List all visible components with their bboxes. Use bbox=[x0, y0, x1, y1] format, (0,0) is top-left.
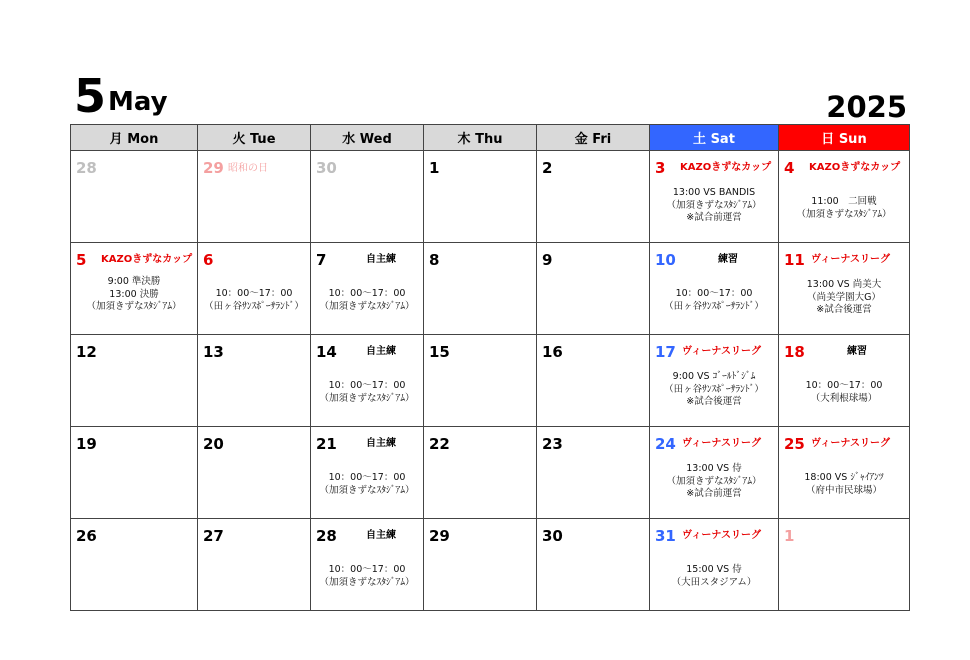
event-title: ヴィーナスリーグ bbox=[811, 438, 890, 449]
event-title: 自主練 bbox=[366, 346, 396, 357]
day-cell[interactable] bbox=[424, 519, 537, 611]
day-cell[interactable] bbox=[650, 427, 779, 519]
event-details bbox=[311, 472, 423, 497]
event-details bbox=[650, 187, 778, 225]
event-details bbox=[650, 288, 778, 313]
event-detail-line: 10：00～17：00 bbox=[675, 288, 753, 299]
event-detail-line: （加須きずなｽﾀｼﾞｱﾑ） bbox=[86, 301, 182, 312]
day-cell[interactable] bbox=[779, 335, 910, 427]
day-number: 7 bbox=[316, 251, 327, 269]
weekday-header-row bbox=[71, 125, 910, 151]
event-details bbox=[779, 279, 909, 317]
day-cell[interactable] bbox=[311, 427, 424, 519]
day-cell[interactable] bbox=[71, 151, 198, 243]
event-title: ヴィーナスリーグ bbox=[682, 346, 761, 357]
weekday-tue: 火 Tue bbox=[198, 125, 311, 151]
day-number: 29 bbox=[203, 159, 224, 177]
day-cell[interactable] bbox=[650, 151, 779, 243]
event-title: 練習 bbox=[847, 346, 867, 357]
day-number: 18 bbox=[784, 343, 805, 361]
event-details bbox=[779, 380, 909, 405]
event-details bbox=[311, 564, 423, 589]
weekday-fri: 金 Fri bbox=[537, 125, 650, 151]
day-cell[interactable] bbox=[311, 151, 424, 243]
day-number: 15 bbox=[429, 343, 450, 361]
day-number: 8 bbox=[429, 251, 440, 269]
day-cell[interactable] bbox=[650, 519, 779, 611]
event-detail-line: （加須きずなｽﾀｼﾞｱﾑ） bbox=[666, 475, 762, 487]
event-details bbox=[71, 276, 197, 314]
day-number: 3 bbox=[655, 159, 666, 177]
day-number: 24 bbox=[655, 435, 676, 453]
day-cell[interactable] bbox=[537, 243, 650, 335]
event-detail-line: ※試合後運営 bbox=[686, 396, 742, 407]
event-detail-line: 9:00 VS ｺﾞｰﾙﾄﾞｼﾞﾑ bbox=[672, 371, 756, 382]
event-detail-line: 18:00 VS ｼﾞｬｲｱﾝﾂ bbox=[804, 472, 884, 483]
day-number: 23 bbox=[542, 435, 563, 453]
day-cell[interactable] bbox=[198, 427, 311, 519]
event-details bbox=[311, 288, 423, 313]
day-cell[interactable] bbox=[71, 427, 198, 519]
day-number: 1 bbox=[429, 159, 440, 177]
event-title: 自主練 bbox=[366, 530, 396, 541]
event-detail-line: （大田スタジアム） bbox=[671, 576, 757, 588]
event-detail-line: ※試合前運営 bbox=[686, 212, 742, 223]
event-detail-line: ※試合前運営 bbox=[686, 488, 742, 499]
event-details bbox=[650, 371, 778, 409]
day-cell[interactable] bbox=[779, 243, 910, 335]
day-number: 11 bbox=[784, 251, 805, 269]
day-cell[interactable] bbox=[779, 151, 910, 243]
day-cell[interactable] bbox=[424, 151, 537, 243]
month-number: 5 bbox=[74, 69, 107, 123]
weekday-mon: 月 Mon bbox=[71, 125, 198, 151]
event-title: 練習 bbox=[718, 254, 738, 265]
day-cell[interactable] bbox=[198, 243, 311, 335]
event-title: KAZOきずなカップ bbox=[101, 254, 193, 265]
event-details bbox=[779, 472, 909, 497]
calendar-grid bbox=[70, 124, 910, 611]
day-number: 5 bbox=[76, 251, 87, 269]
week-row bbox=[71, 243, 910, 335]
event-title: KAZOきずなカップ bbox=[680, 162, 772, 173]
event-detail-line: （加須きずなｽﾀｼﾞｱﾑ） bbox=[319, 392, 415, 404]
day-cell[interactable] bbox=[650, 335, 779, 427]
day-number: 22 bbox=[429, 435, 450, 453]
day-number: 29 bbox=[429, 527, 450, 545]
day-cell[interactable] bbox=[650, 243, 779, 335]
year: 2025 bbox=[826, 90, 907, 124]
day-cell[interactable] bbox=[71, 335, 198, 427]
day-number: 26 bbox=[76, 527, 97, 545]
event-detail-line: 10：00～17：00 bbox=[328, 472, 406, 483]
day-number: 6 bbox=[203, 251, 214, 269]
event-title: KAZOきずなカップ bbox=[809, 162, 901, 173]
weekday-sat: 土 Sat bbox=[650, 125, 779, 151]
event-details bbox=[198, 288, 310, 313]
event-title: ヴィーナスリーグ bbox=[811, 254, 890, 265]
event-detail-line: 9:00 準決勝 bbox=[107, 276, 161, 287]
day-cell[interactable] bbox=[311, 519, 424, 611]
day-number: 30 bbox=[542, 527, 563, 545]
day-number: 1 bbox=[784, 527, 795, 545]
event-detail-line: （田ヶ谷ｻﾝｽﾎﾟｰｻﾗﾝﾄﾞ） bbox=[664, 383, 764, 395]
event-detail-line: 15:00 VS 侍 bbox=[686, 564, 742, 575]
day-cell[interactable] bbox=[424, 427, 537, 519]
weekday-sun: 日 Sun bbox=[779, 125, 910, 151]
event-detail-line: 10：00～17：00 bbox=[328, 288, 406, 299]
event-detail-line: （田ヶ谷ｻﾝｽﾎﾟｰｻﾗﾝﾄﾞ） bbox=[204, 300, 304, 312]
event-detail-line: （尚美学園大G） bbox=[807, 291, 881, 303]
event-details bbox=[311, 380, 423, 405]
day-cell[interactable] bbox=[537, 427, 650, 519]
day-number: 2 bbox=[542, 159, 553, 177]
day-number: 28 bbox=[76, 159, 97, 177]
event-detail-line: （田ヶ谷ｻﾝｽﾎﾟｰｻﾗﾝﾄﾞ） bbox=[664, 300, 764, 312]
week-row bbox=[71, 519, 910, 611]
event-title: ヴィーナスリーグ bbox=[682, 530, 761, 541]
day-number: 27 bbox=[203, 527, 224, 545]
event-detail-line: 13:00 VS 尚美大 bbox=[806, 279, 882, 290]
week-row bbox=[71, 427, 910, 519]
day-cell[interactable] bbox=[311, 243, 424, 335]
event-details bbox=[779, 196, 909, 221]
day-number: 10 bbox=[655, 251, 676, 269]
day-cell[interactable] bbox=[311, 335, 424, 427]
event-detail-line: 10：00～17：00 bbox=[805, 380, 883, 391]
event-title: ヴィーナスリーグ bbox=[682, 438, 761, 449]
event-detail-line: （加須きずなｽﾀｼﾞｱﾑ） bbox=[319, 576, 415, 588]
event-title: 昭和の日 bbox=[228, 163, 268, 174]
week-row bbox=[71, 335, 910, 427]
event-title: 自主練 bbox=[366, 254, 396, 265]
day-number: 28 bbox=[316, 527, 337, 545]
event-details bbox=[650, 463, 778, 501]
event-detail-line: 11:00 二回戦 bbox=[811, 196, 877, 207]
day-cell[interactable] bbox=[71, 519, 198, 611]
event-detail-line: （加須きずなｽﾀｼﾞｱﾑ） bbox=[666, 199, 762, 211]
day-cell[interactable] bbox=[424, 243, 537, 335]
day-cell[interactable] bbox=[537, 151, 650, 243]
day-cell[interactable] bbox=[537, 519, 650, 611]
month-name: May bbox=[108, 87, 168, 117]
day-number: 25 bbox=[784, 435, 805, 453]
event-detail-line: 13:00 VS BANDIS bbox=[672, 187, 756, 198]
event-detail-line: 10：00～17：00 bbox=[328, 380, 406, 391]
event-detail-line: （府中市民球場） bbox=[805, 484, 882, 496]
week-row bbox=[71, 151, 910, 243]
weekday-thu: 木 Thu bbox=[424, 125, 537, 151]
event-detail-line: （加須きずなｽﾀｼﾞｱﾑ） bbox=[319, 484, 415, 496]
day-cell[interactable] bbox=[71, 243, 198, 335]
day-cell[interactable] bbox=[198, 151, 311, 243]
day-number: 14 bbox=[316, 343, 337, 361]
day-number: 17 bbox=[655, 343, 676, 361]
day-cell[interactable] bbox=[779, 427, 910, 519]
event-detail-line: 13:00 決勝 bbox=[109, 288, 159, 300]
event-detail-line: 10：00～17：00 bbox=[328, 564, 406, 575]
event-detail-line: （加須きずなｽﾀｼﾞｱﾑ） bbox=[796, 208, 892, 220]
day-number: 4 bbox=[784, 159, 795, 177]
event-detail-line: ※試合後運営 bbox=[816, 304, 872, 315]
day-cell[interactable] bbox=[424, 335, 537, 427]
day-cell[interactable] bbox=[779, 519, 910, 611]
day-number: 31 bbox=[655, 527, 676, 545]
event-details bbox=[650, 564, 778, 589]
event-detail-line: 10：00～17：00 bbox=[215, 288, 293, 299]
day-number: 12 bbox=[76, 343, 97, 361]
day-number: 9 bbox=[542, 251, 553, 269]
day-cell[interactable] bbox=[198, 335, 311, 427]
day-cell[interactable] bbox=[537, 335, 650, 427]
day-cell[interactable] bbox=[198, 519, 311, 611]
day-number: 20 bbox=[203, 435, 224, 453]
day-number: 19 bbox=[76, 435, 97, 453]
event-title: 自主練 bbox=[366, 438, 396, 449]
day-number: 13 bbox=[203, 343, 224, 361]
day-number: 21 bbox=[316, 435, 337, 453]
event-detail-line: （加須きずなｽﾀｼﾞｱﾑ） bbox=[319, 300, 415, 312]
event-detail-line: （大利根球場） bbox=[810, 392, 878, 404]
event-detail-line: 13:00 VS 侍 bbox=[686, 463, 742, 474]
day-number: 16 bbox=[542, 343, 563, 361]
weekday-wed: 水 Wed bbox=[311, 125, 424, 151]
day-number: 30 bbox=[316, 159, 337, 177]
